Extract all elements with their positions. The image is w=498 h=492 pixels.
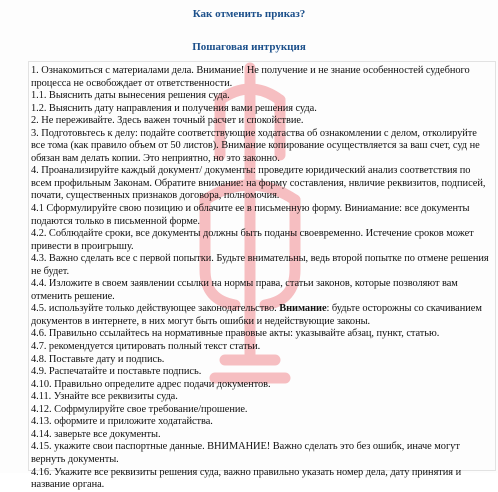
instruction-step: 4.9. Распечатайте и поставьте подпись.	[31, 366, 202, 378]
step-text: 4.5. используйте только действующее законодательство.	[31, 303, 280, 315]
instruction-step: 4.1 Сформулируйте свою позицию и облачите ее в письменную форму. Виниамание: все документы подаются только в письменной форме.	[31, 203, 470, 227]
instruction-step	[31, 303, 491, 328]
instruction-step: 4.11. Узнайте все реквизиты суда.	[31, 391, 178, 403]
instruction-step: 4.8. Поставьте дату и подпись.	[31, 353, 165, 365]
instruction-step: 4.12. Софрмулируйте свое требование/прошение.	[31, 403, 248, 415]
steps-list	[31, 65, 491, 492]
step-emphasis: Внимание	[279, 303, 327, 315]
instruction-step: 4.14. заверьте все документы.	[31, 428, 161, 440]
instruction-step: 1.2. Выяснить дату направления и получения вами решения суда.	[31, 102, 317, 114]
instruction-step: 4.16. Укажите все реквизиты решения суда, важно правильно указать номер дела, дату принятия и название органа.	[31, 466, 462, 491]
page-subtitle: Пошаговая интрукция	[192, 41, 306, 53]
instruction-step: 2. Не переживайте. Здесь важен точный расчет и спокойствие.	[31, 115, 304, 127]
step-text: : будьте осторожны со скачиванием документов в интернете, в них могут быть ошибки и недействующие законы.	[31, 303, 482, 327]
page-title: Как отменить приказ?	[192, 8, 306, 20]
instruction-step: 3. Подготовьтесь к делу: подайте соответствующие ходатаства об ознакомлении с делом, отколируйте все тома (как правило объем от 50 листов). Внимание копирование осуществляется за ваш счет, суд не обязан вам делать копии. Это неприятно, но это законно.	[31, 127, 480, 164]
instruction-step: 1. Ознакомиться с материалами дела. Внимание! Не получение и не знание особенностей судебного процесса не освобождает от ответственности.	[31, 65, 470, 89]
instruction-step: 4.7. рекомендуется цитировать полный текст статьи.	[31, 341, 261, 353]
instruction-step: 4.3. Важно сделать все с первой попытки. Будьте внимательны, ведь второй попытке по отмене решения не будет.	[31, 253, 489, 277]
instruction-step: 4.15. укажите свои паспортные данные. ВНИМАНИЕ! Важно сделать это без ошибк, иначе могут вернуть документы.	[31, 441, 460, 465]
instruction-step: 4.13. оформите и приложите ходатайства.	[31, 416, 213, 428]
instruction-step: 4. Проанализируйте каждый документ/ документы: проведите юридический анализ соответствия по всем профильным Законам. Обратите внимание: на форму составления, нвличие реквизитов, подписей, почати, существенных признаков договора, полномочия.	[31, 165, 486, 202]
instruction-step: 4.10. Правильно определите адрес подачи документов.	[31, 378, 271, 390]
instruction-step: 4.6. Правильно ссылайтесь на нормативные правовые акты: указывайте абзац, пункт, статью.	[31, 328, 440, 340]
instruction-step: 1.1. Выяснить даты вынесения решения суда.	[31, 90, 230, 102]
instruction-step: 4.2. Соблюдайте сроки, все документы должны быть поданы своевременно. Истечение сроков может привести в проигрышу.	[31, 228, 474, 252]
instruction-step: 4.4. Изложите в своем заявлении ссылки на нормы права, статьи законов, которые позволяют вам отменить решение.	[31, 278, 458, 302]
